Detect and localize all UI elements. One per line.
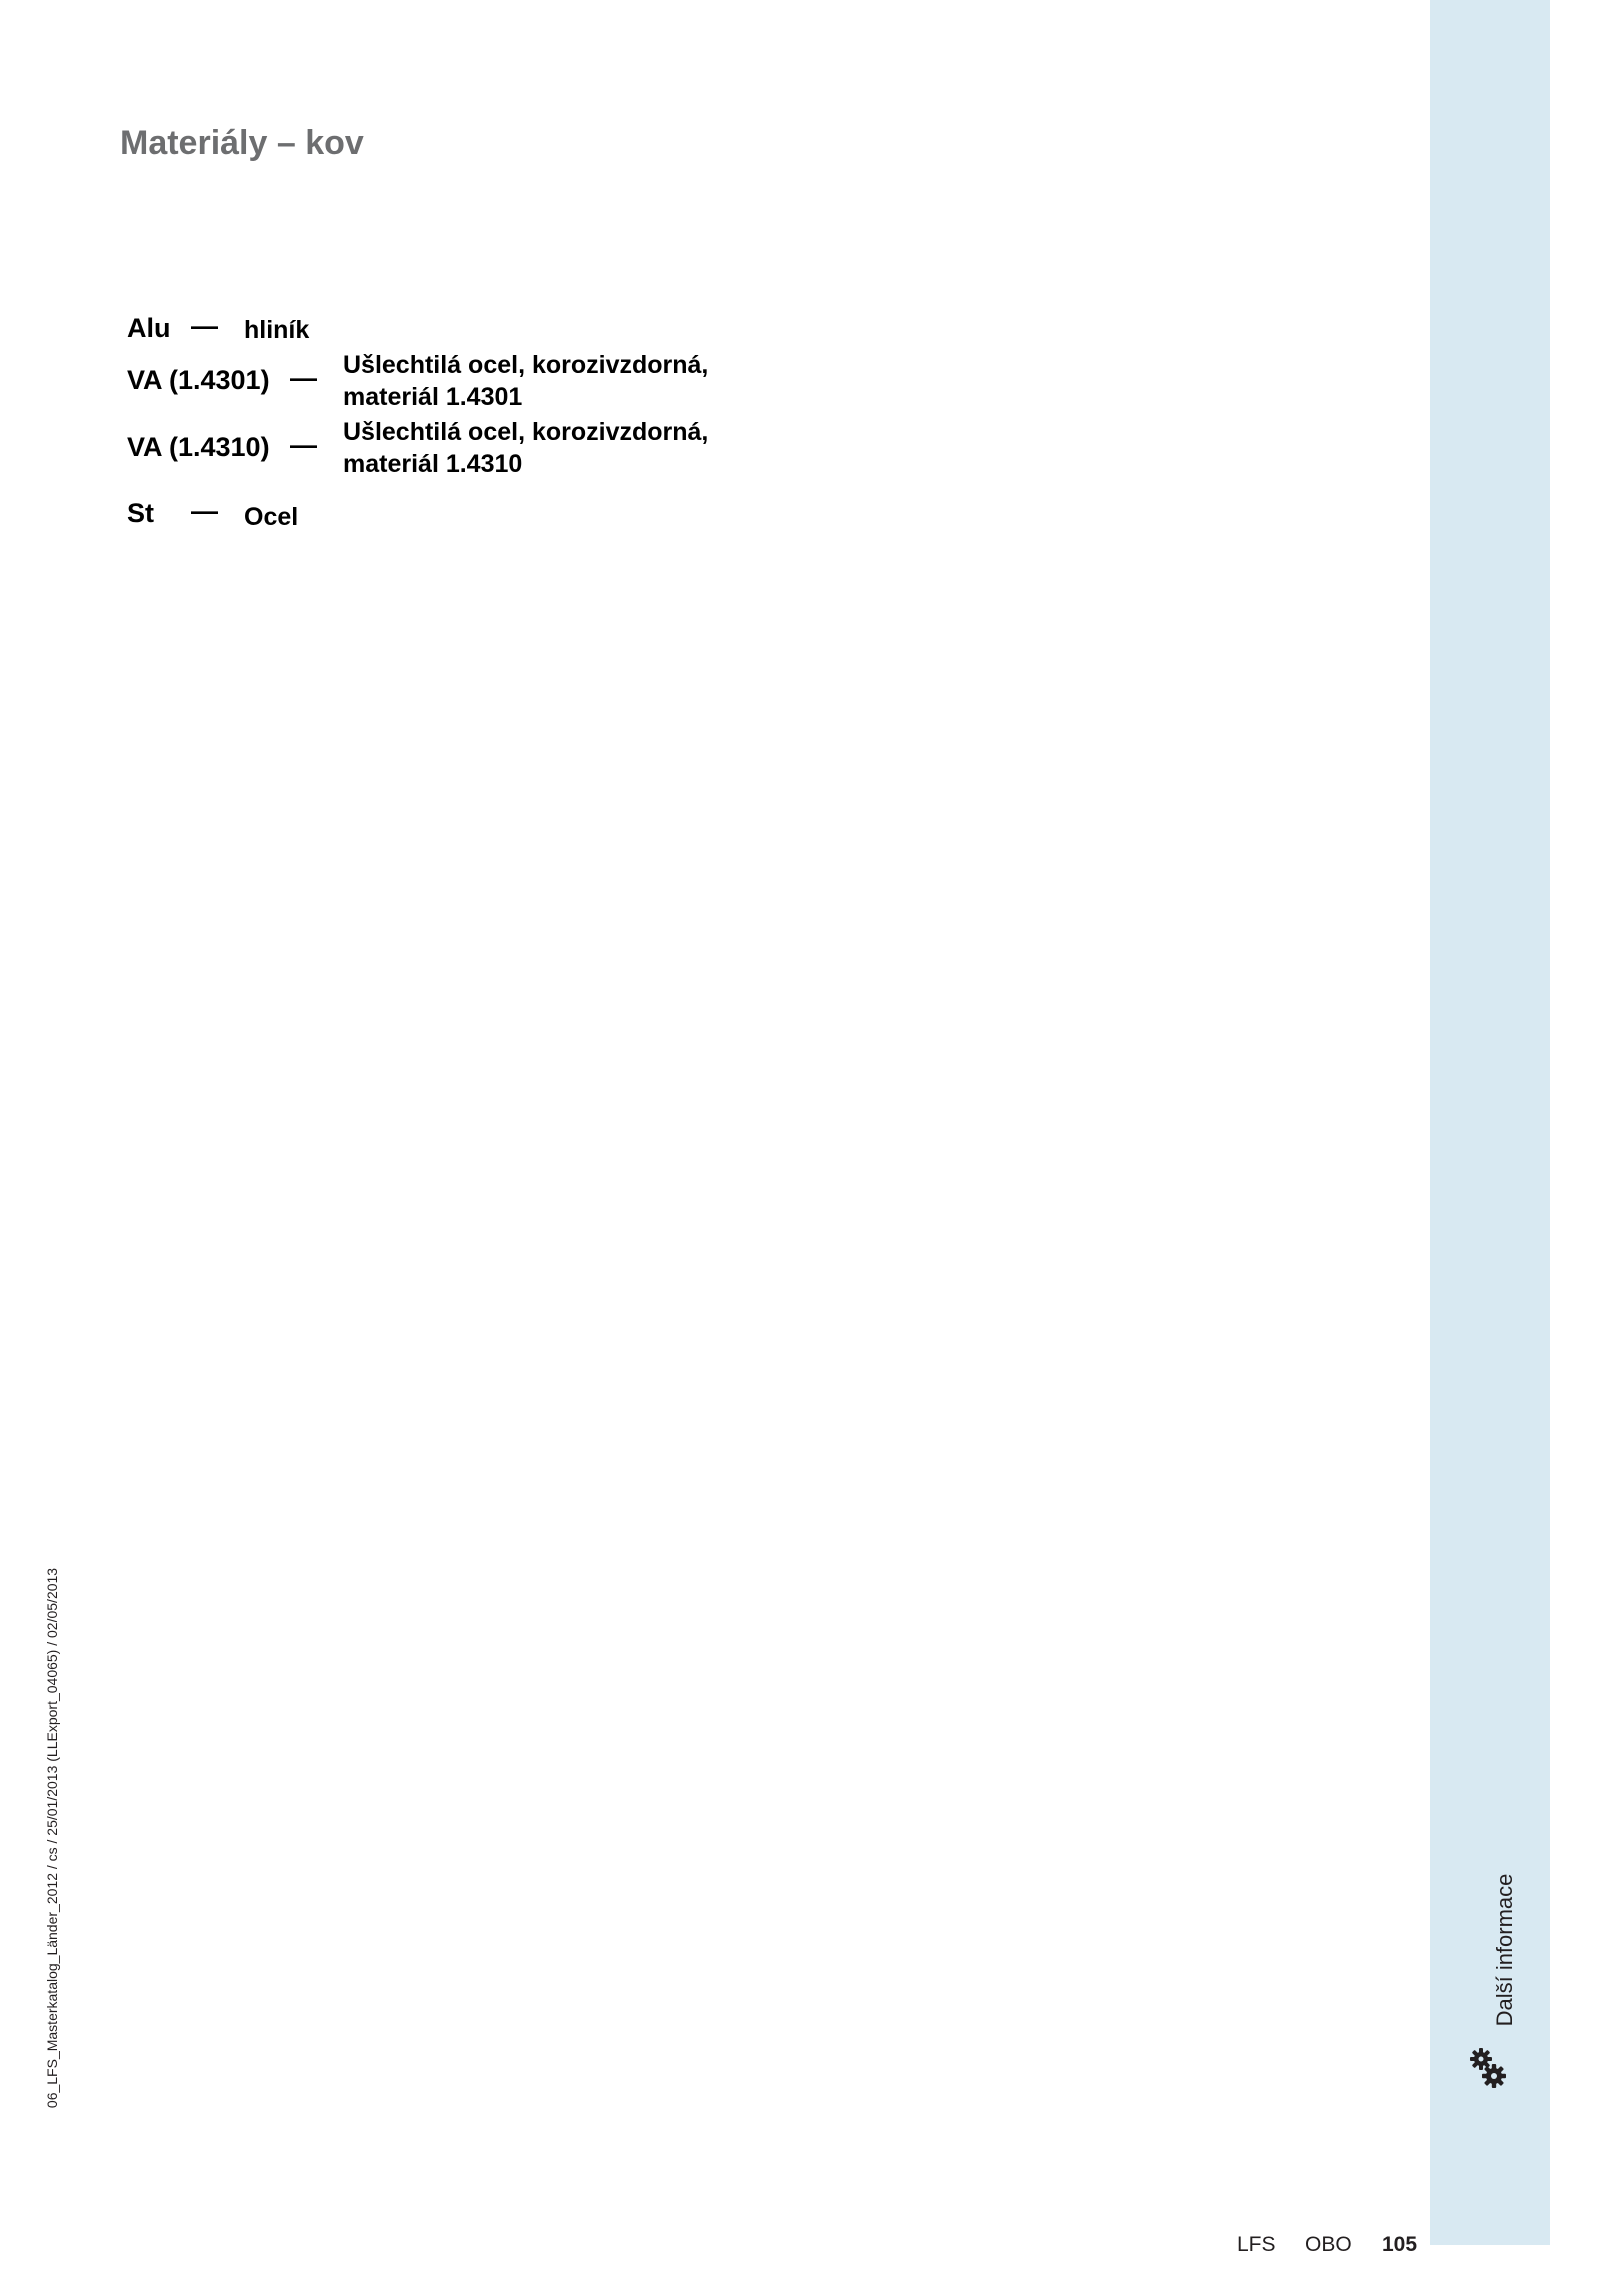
print-metadata: 06_LFS_Masterkatalog_Länder_2012 / cs / 25/01/2013 (LLExport_04065) / 02/05/2013 xyxy=(44,1567,60,2109)
page-title: Materiály – kov xyxy=(120,124,364,162)
material-abbr: VA (1.4301) xyxy=(127,365,270,395)
material-dash: — xyxy=(290,430,317,460)
footer-brand: OBO xyxy=(1305,2233,1352,2256)
material-desc-line1: Ušlechtilá ocel, korozivzdorná, xyxy=(343,418,709,446)
page-number: 105 xyxy=(1382,2233,1418,2256)
material-abbr: St xyxy=(127,498,154,528)
gears-icon xyxy=(1468,2046,1508,2090)
material-dash: — xyxy=(191,496,218,526)
section-sidebar xyxy=(1430,0,1550,2245)
material-desc-line2: materiál 1.4301 xyxy=(343,383,523,411)
material-desc-line2: materiál 1.4310 xyxy=(343,450,523,478)
material-desc-line1: Ušlechtilá ocel, korozivzdorná, xyxy=(343,351,709,379)
material-dash: — xyxy=(290,363,317,393)
footer-section: LFS xyxy=(1237,2233,1276,2256)
material-desc: Ocel xyxy=(244,503,299,531)
material-abbr: VA (1.4310) xyxy=(127,432,270,462)
material-desc: hliník xyxy=(244,316,310,344)
material-dash: — xyxy=(191,311,218,341)
material-abbr: Alu xyxy=(127,313,171,343)
sidebar-section-label: Další informace xyxy=(1492,1873,1517,2027)
